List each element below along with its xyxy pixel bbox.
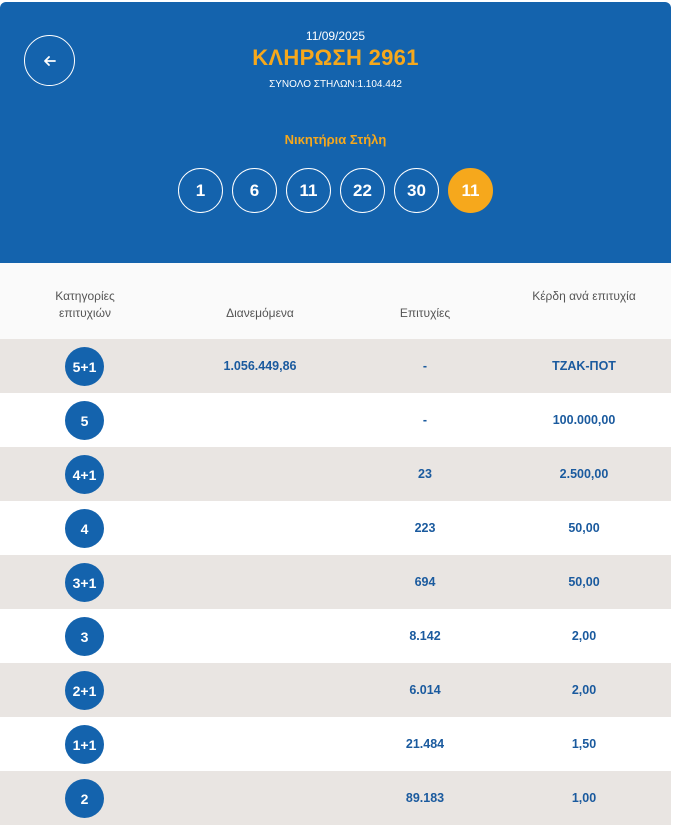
distributed-cell: 1.056.449,86 xyxy=(223,359,297,373)
total-columns-value: 1.104.442 xyxy=(357,79,402,90)
number-ball: 22 xyxy=(340,168,385,213)
distributed-cell xyxy=(195,447,325,501)
prize-cell: 50,00 xyxy=(568,521,600,535)
results-table xyxy=(0,339,671,825)
winners-cell: 89.183 xyxy=(405,791,445,805)
distributed-cell xyxy=(195,555,325,609)
distributed-cell xyxy=(195,663,325,717)
prize-cell: 1,00 xyxy=(571,791,597,805)
winning-numbers xyxy=(0,168,671,213)
winners-cell: 6.014 xyxy=(409,683,441,697)
table-row xyxy=(0,609,671,663)
prize-cell: ΤΖΑΚ-ΠΟΤ xyxy=(552,359,616,373)
winners-cell: 23 xyxy=(418,467,432,481)
distributed-cell xyxy=(195,717,325,771)
category-badge: 2 xyxy=(65,779,104,818)
table-header xyxy=(0,263,671,339)
table-row xyxy=(0,663,671,717)
prize-cell: 2.500,00 xyxy=(559,467,609,481)
prize-cell: 50,00 xyxy=(568,575,600,589)
table-row xyxy=(0,339,671,393)
draw-date: 11/09/2025 xyxy=(305,29,366,43)
category-badge: 4 xyxy=(65,509,104,548)
category-badge: 2+1 xyxy=(65,671,104,710)
number-ball: 1 xyxy=(178,168,223,213)
prize-cell: 2,00 xyxy=(571,683,597,697)
winners-cell: - xyxy=(422,359,428,373)
distributed-cell xyxy=(195,393,325,447)
prize-cell: 2,00 xyxy=(571,629,597,643)
table-row xyxy=(0,771,671,825)
number-ball: 30 xyxy=(394,168,439,213)
category-badge: 4+1 xyxy=(65,455,104,494)
prize-cell: 1,50 xyxy=(571,737,597,751)
draw-title: ΚΛΗΡΩΣΗ 2961 xyxy=(252,45,419,70)
total-columns xyxy=(0,79,671,90)
col-distributed: Διανεμόμενα xyxy=(226,306,294,320)
category-badge: 3 xyxy=(65,617,104,656)
bonus-ball: 11 xyxy=(448,168,493,213)
table-row xyxy=(0,393,671,447)
distributed-cell xyxy=(195,501,325,555)
winners-cell: 8.142 xyxy=(409,629,441,643)
table-row xyxy=(0,555,671,609)
winning-column-label: Νικητήρια Στήλη xyxy=(284,132,387,147)
prize-cell: 100.000,00 xyxy=(552,413,616,427)
category-badge: 5+1 xyxy=(65,347,104,386)
category-badge: 3+1 xyxy=(65,563,104,602)
table-row xyxy=(0,501,671,555)
winners-cell: 21.484 xyxy=(405,737,445,751)
col-categories: Κατηγορίες επιτυχιών xyxy=(55,289,115,320)
total-columns-label: ΣΥΝΟΛΟ ΣΤΗΛΩΝ: xyxy=(269,79,358,90)
number-ball: 6 xyxy=(232,168,277,213)
category-badge: 1+1 xyxy=(65,725,104,764)
draw-header xyxy=(0,2,671,263)
table-row xyxy=(0,717,671,771)
number-ball: 11 xyxy=(286,168,331,213)
winners-cell: 223 xyxy=(414,521,436,535)
col-prize: Κέρδη ανά επιτυχία xyxy=(532,289,636,303)
winners-cell: - xyxy=(422,413,428,427)
col-winners: Επιτυχίες xyxy=(399,306,451,320)
table-row xyxy=(0,447,671,501)
distributed-cell xyxy=(195,609,325,663)
category-badge: 5 xyxy=(65,401,104,440)
winners-cell: 694 xyxy=(414,575,436,589)
distributed-cell xyxy=(195,771,325,825)
